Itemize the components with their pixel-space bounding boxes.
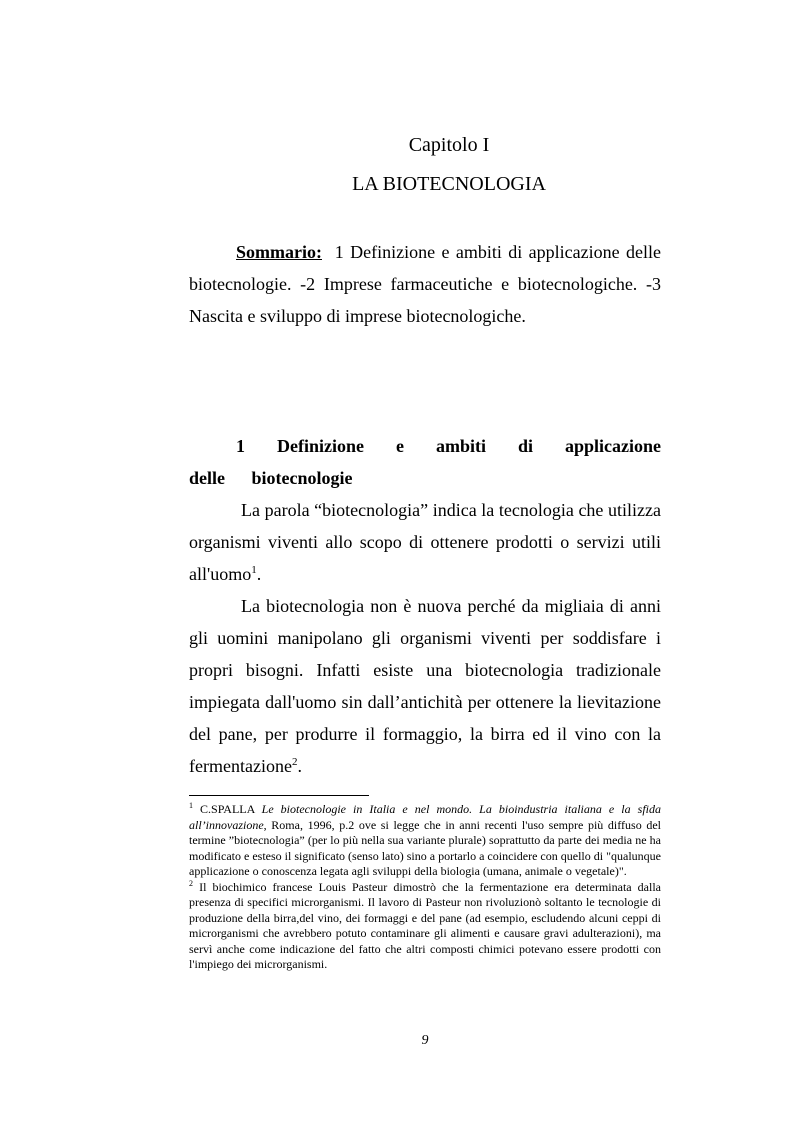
page-number: 9 xyxy=(421,1033,429,1048)
section-title: Definizione e ambiti di applicazione delle biotecnologie xyxy=(189,436,661,488)
footnote-1 xyxy=(189,802,661,880)
summary-paragraph xyxy=(189,236,661,332)
footnote-ref-2[interactable]: 2 xyxy=(291,756,298,768)
section-number: 1 xyxy=(236,436,245,456)
footnotes xyxy=(189,802,661,973)
footnote-2 xyxy=(189,880,661,973)
footnote-1-author: C.SPALLA xyxy=(193,802,262,816)
footnote-2-number: 2 xyxy=(189,878,193,888)
summary-text: 1 Definizione e ambiti di applicazione delle biotecnologie. -2 Imprese farmaceutiche e biotecnologiche. -3 Nascita e sviluppo di imprese biotecnologiche. xyxy=(189,242,661,326)
footnote-1-text: , Roma, 1996, p.2 ove si legge che in anni recenti l'uso sempre più diffuso del termine ”biotecnologia” (per lo più nella sua variante plurale) soprattutto da parte dei media ne ha modificato e esteso il significato (senso lato) sino a portarlo a coincidere con quello di "qualunque applicazione o conoscenza legata agli sviluppi della biologia (umana, animale o vegetale)". xyxy=(189,817,661,878)
footnote-2-text: Il biochimico francese Louis Pasteur dimostrò che la fermentazione era determinata dalla presenza di specifici microrganismi. Il lavoro di Pasteur non rivoluzionò soltanto le tecnologie di produzione della birra,del vino, dei formaggi e del pane (ad esempio, escludendo alcuni ceppi di microrganismi che avrebbero potuto contaminare gli alimenti e causare gravi adulterazioni), ma servì anche come indicazione del fatto che altri composti chimici potevano essere prodotti con l'impiego dei microrganismi. xyxy=(189,879,661,971)
chapter-title: LA BIOTECNOLOGIA xyxy=(352,173,546,195)
footnote-1-title: Le biotecnologie in Italia e nel mondo. La bioindustria italiana e la sfida all’innovazione xyxy=(189,802,661,832)
paragraph-2-text: La biotecnologia non è nuova perché da migliaia di anni gli uomini manipolano gli organismi viventi per soddisfare i propri bisogni. Infatti esiste una biotecnologia tradizionale impiegata dall'uomo sin dall’antichità per ottenere la lievitazione del pane, per produrre il formaggio, la birra ed il vino con la fermentazione xyxy=(189,596,661,776)
body-text xyxy=(189,494,661,782)
body-paragraph-1 xyxy=(189,494,661,590)
section-heading xyxy=(189,430,661,494)
document-page xyxy=(189,0,661,1123)
footnote-divider xyxy=(189,795,369,796)
paragraph-1-end: . xyxy=(256,564,262,584)
summary-label: Sommario: xyxy=(236,242,322,262)
paragraph-1-text: La parola “biotecnologia” indica la tecnologia che utilizza organismi viventi allo scopo di ottenere prodotti o servizi utili all'uomo xyxy=(189,500,661,584)
body-paragraph-2 xyxy=(189,590,661,782)
paragraph-2-end: . xyxy=(297,756,302,776)
chapter-label: Capitolo I xyxy=(408,134,490,156)
footnote-1-number: 1 xyxy=(189,801,193,810)
footnote-ref-1[interactable]: 1 xyxy=(251,564,257,576)
